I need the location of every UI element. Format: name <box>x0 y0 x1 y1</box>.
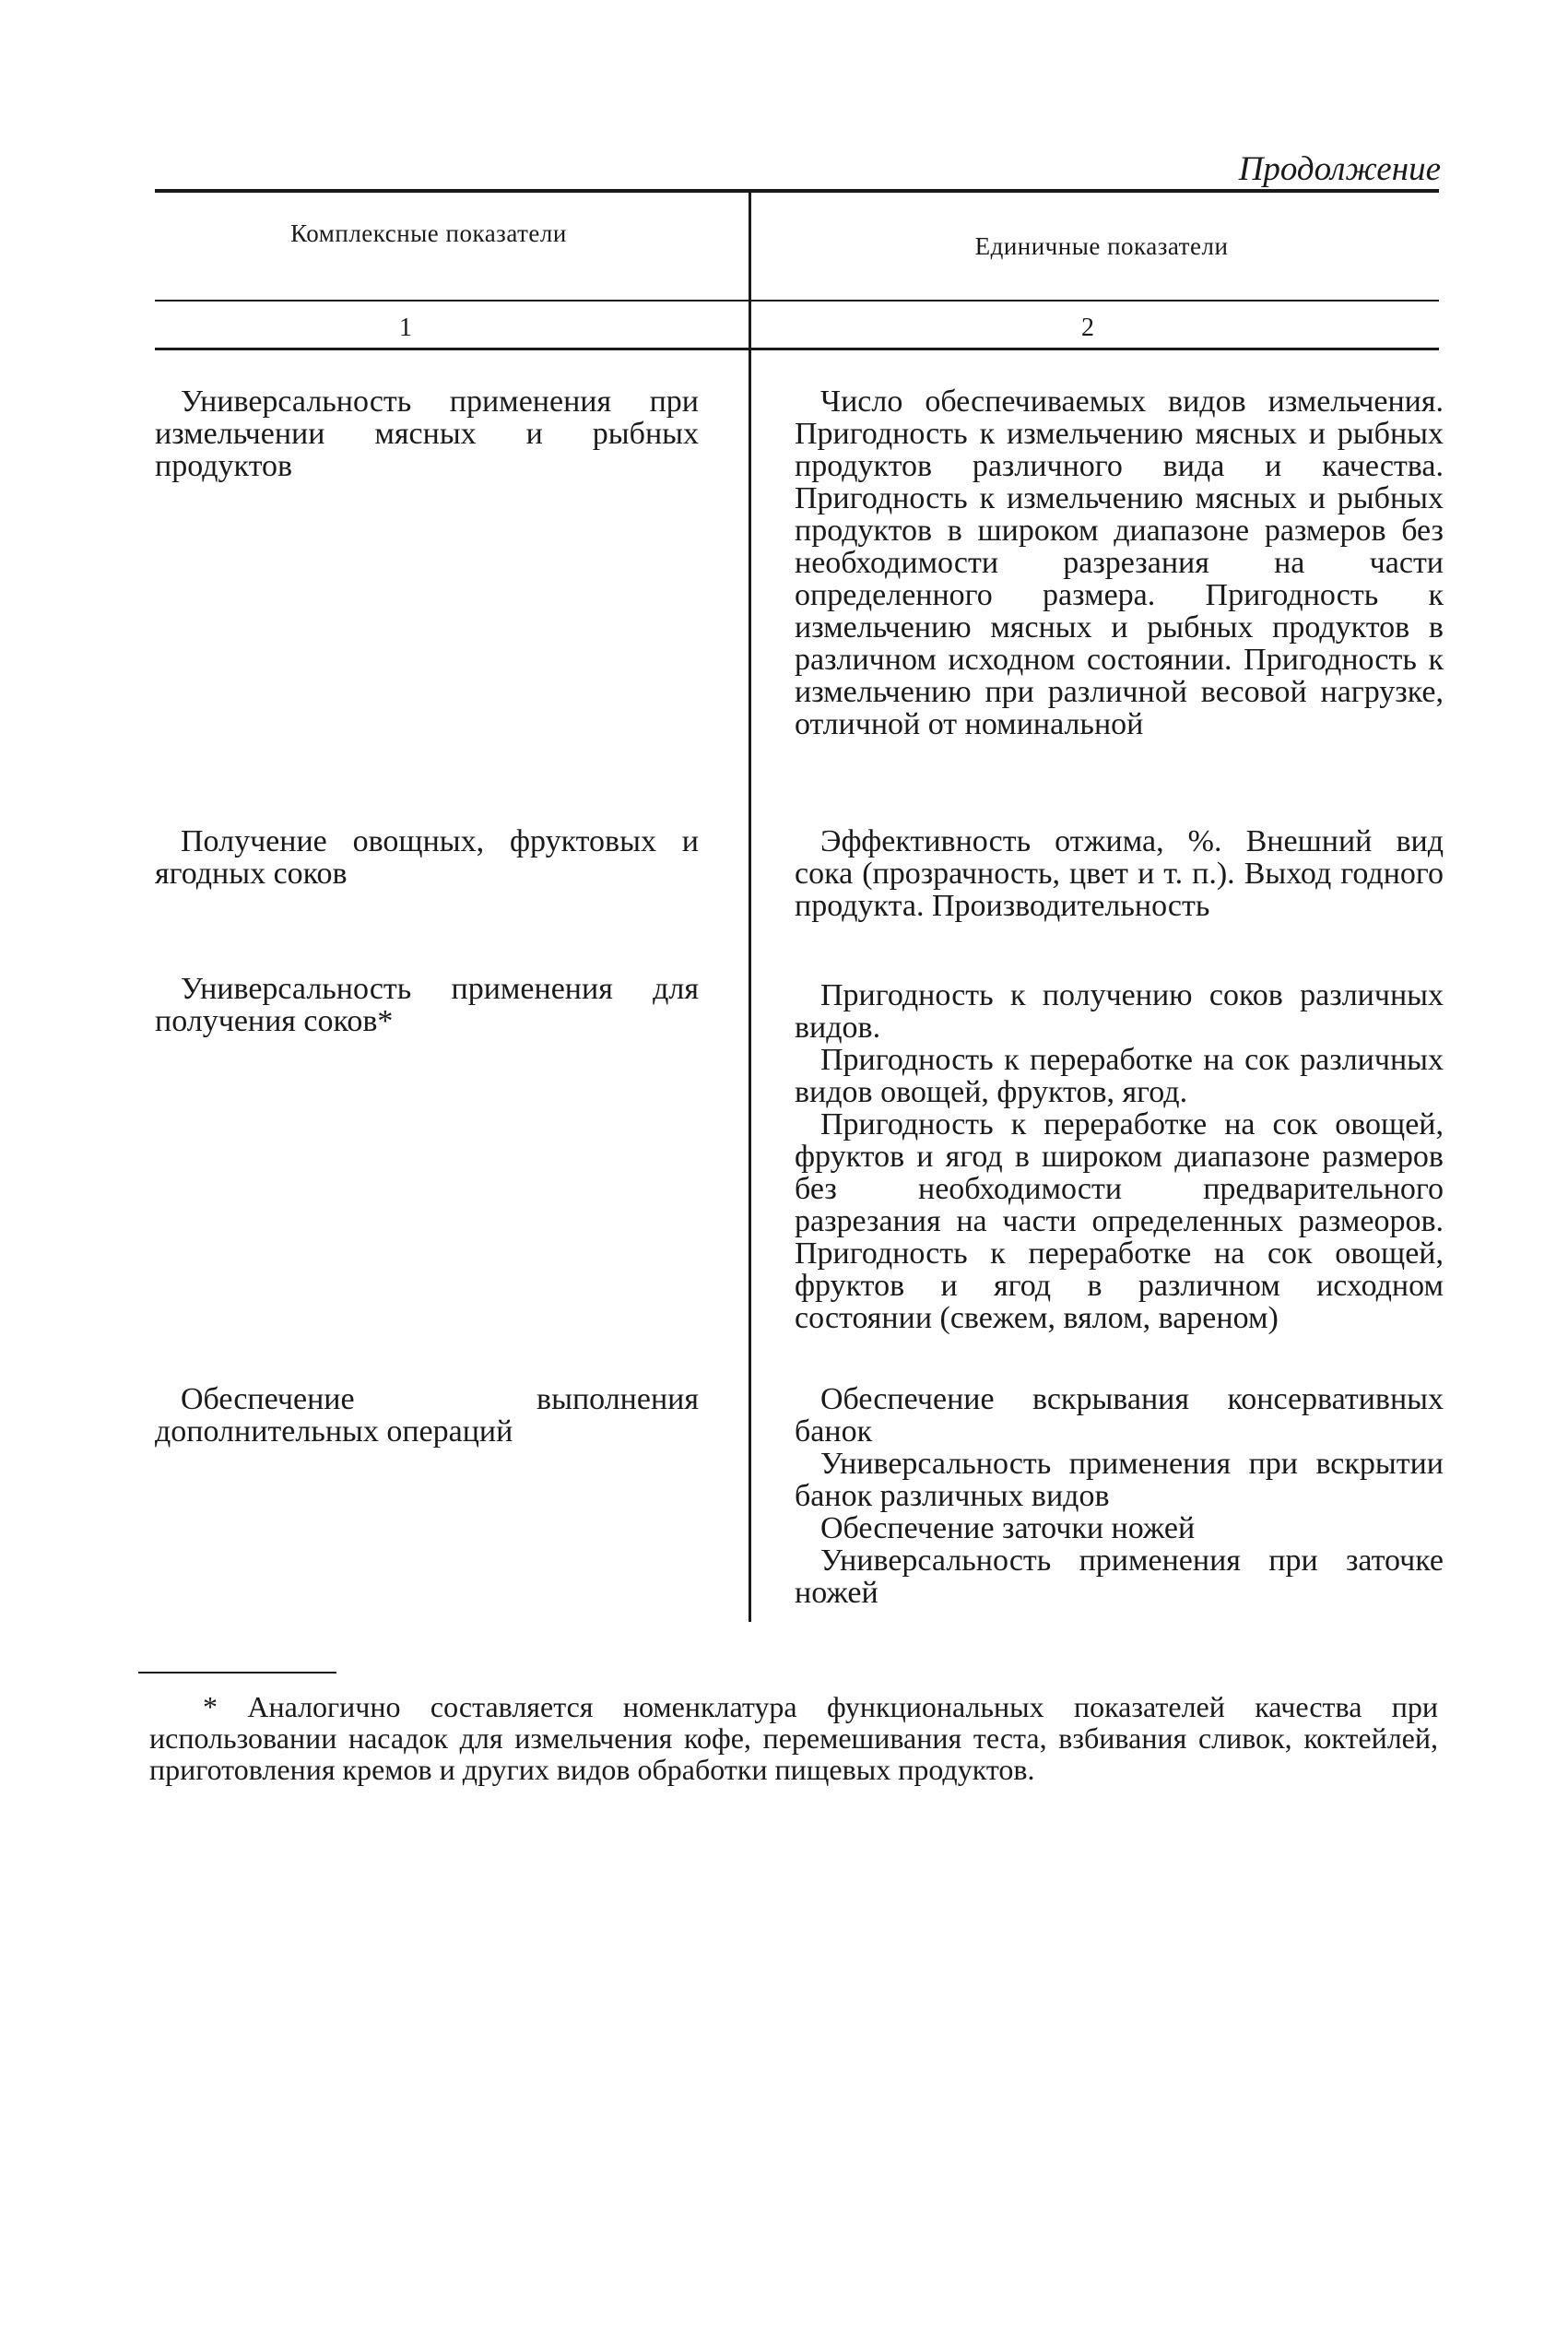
continuation-label: Продолжение <box>1238 150 1441 188</box>
single-indicator: Пригодность к получению соков различных видов. <box>795 978 1444 1045</box>
table-row-single <box>795 385 1444 740</box>
column-header-single: Единичные показатели <box>974 232 1229 260</box>
table-header-rule <box>155 300 1439 302</box>
table-number-rule <box>155 348 1439 350</box>
column-number-1: 1 <box>399 313 412 342</box>
complex-indicator: Получение овощных, фруктовых и ягодных соков <box>155 824 699 891</box>
table-row-complex <box>155 825 699 890</box>
single-indicator: Универсальность применения при вскрытии банок различных видов <box>795 1447 1444 1513</box>
column-header-complex: Комплексные показатели <box>290 219 567 247</box>
single-indicator: Эффективность отжима, %. Внешний вид сока (прозрачность, цвет и т. п.). Выход годного продукта. Производительность <box>795 824 1444 923</box>
single-indicator: Пригодность к переработке на сок овощей, фруктов и ягод в широком диапазоне размеров без необходимости предварительного разрезания на части определенных размеоров. Пригодность к переработке на сок овощей, фруктов и ягод в различном исходном состоянии (свежем, вялом, вареном) <box>795 1107 1444 1335</box>
single-indicator: Обеспечение вскрывания консервативных банок <box>795 1382 1444 1449</box>
footnote-rule <box>138 1672 336 1674</box>
column-number-2: 2 <box>1081 313 1094 342</box>
table-row-single <box>795 1383 1444 1609</box>
table-top-rule <box>155 189 1439 193</box>
complex-indicator: Универсальность применения для получения соков* <box>155 972 699 1038</box>
table-row-complex <box>155 1383 699 1448</box>
complex-indicator: Универсальность применения при измельчении мясных и рыбных продуктов <box>155 384 699 483</box>
column-divider <box>749 193 751 1622</box>
single-indicator: Пригодность к переработке на сок различных видов овощей, фруктов, ягод. <box>795 1043 1444 1109</box>
single-indicator: Обеспечение заточки ножей <box>820 1511 1196 1545</box>
footnote: * Аналогично составляется номенклатура функциональных показателей качества при использовании насадок для измельчения кофе, перемешивания теста, взбивания сливок, коктейлей, приготовления кремов и других видов обработки пищевых продуктов. <box>149 1690 1438 1786</box>
table-row-complex <box>155 973 699 1037</box>
table-row-single <box>795 979 1444 1334</box>
complex-indicator: Обеспечение выполнения дополнительных операций <box>155 1382 699 1449</box>
table-row-single <box>795 825 1444 922</box>
table-row-complex <box>155 385 699 482</box>
single-indicator: Число обеспечиваемых видов измельчения. Пригодность к измельчению мясных и рыбных продуктов различного вида и качества. Пригодность к измельчению мясных и рыбных продуктов в широком диапазоне размеров без необходимости разрезания на части определенного размера. Пригодность к измельчению мясных и рыбных продуктов в различном исходном состоянии. Пригодность к измельчению при различной весовой нагрузке, отличной от номинальной <box>795 384 1444 741</box>
single-indicator: Универсальность применения при заточке ножей <box>795 1543 1444 1610</box>
